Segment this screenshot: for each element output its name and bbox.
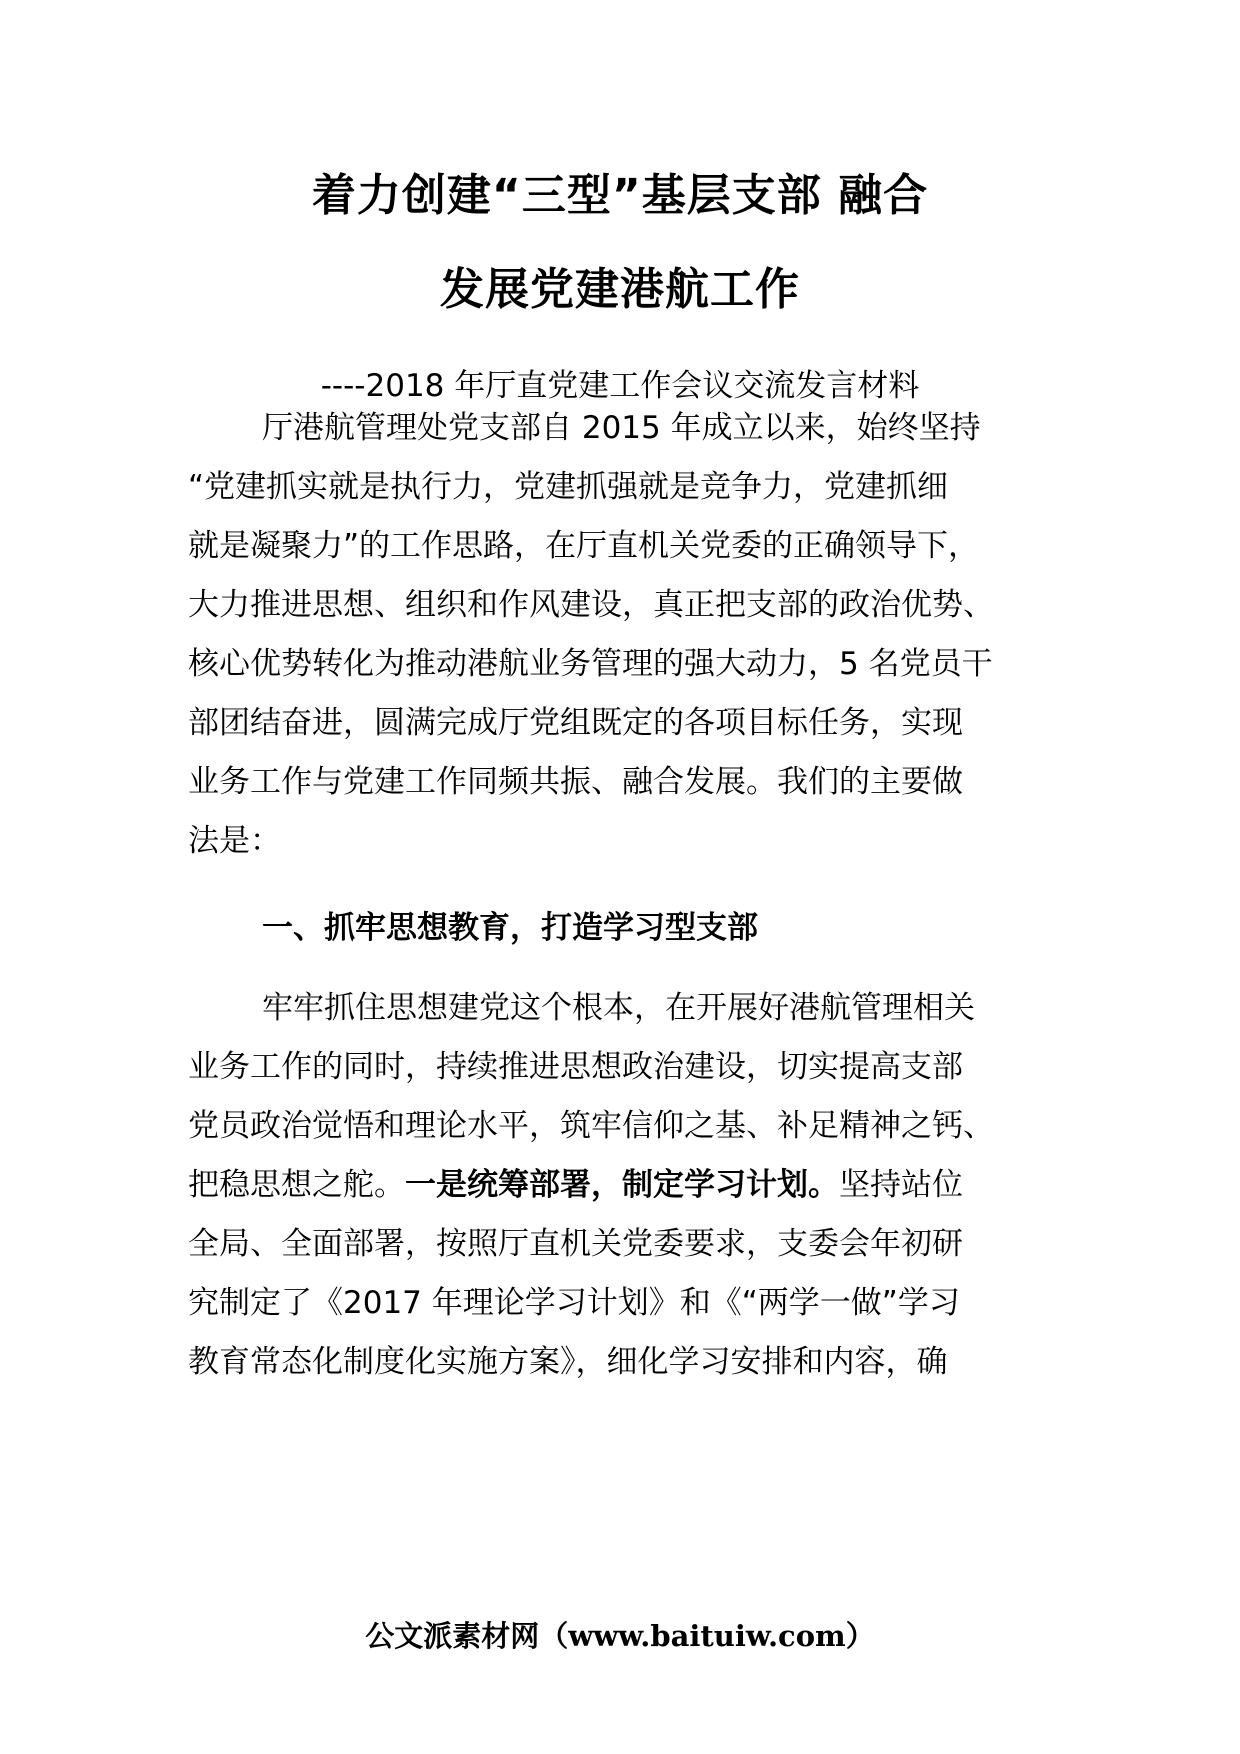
- intro-line: 大力推进思想、组织和作风建设，真正把支部的政治优势、: [188, 587, 994, 623]
- intro-line: 厅港航管理处党支部自 2015 年成立以来，始终坚持: [262, 410, 981, 446]
- section1-line: 党员政治觉悟和理论水平，筑牢信仰之基、补足精神之钙、: [188, 1108, 994, 1144]
- intro-line: 法是：: [188, 823, 281, 859]
- intro-line: 部团结奋进，圆满完成厅党组既定的各项目标任务，实现: [188, 705, 963, 741]
- intro-line: 就是凝聚力”的工作思路，在厅直机关党委的正确领导下，: [188, 528, 980, 564]
- section1-line: 全局、全面部署，按照厅直机关党委要求，支委会年初研: [188, 1226, 963, 1262]
- section1-line: 究制定了《2017 年理论学习计划》和《“两学一做”学习: [188, 1285, 960, 1321]
- intro-line: 核心优势转化为推动港航业务管理的强大动力，5 名党员干: [188, 646, 993, 682]
- intro-line: 业务工作与党建工作同频共振、融合发展。我们的主要做: [188, 764, 963, 800]
- document-subtitle: ----2018 年厅直党建工作会议交流发言材料: [320, 368, 920, 404]
- section1-line: 业务工作的同时，持续推进思想政治建设，切实提高支部: [188, 1049, 963, 1085]
- intro-line: “党建抓实就是执行力，党建抓强就是竞争力，党建抓细: [188, 469, 949, 505]
- section1-line: [188, 1163, 963, 1207]
- section1-line-text: 坚持站位: [839, 1167, 963, 1203]
- document-title-line-1: 着力创建“三型”基层支部 融合: [311, 170, 929, 221]
- section1-bold-point: 一是统筹部署，制定学习计划。: [405, 1167, 839, 1203]
- section1-line: 牢牢抓住思想建党这个根本，在开展好港航管理相关: [262, 990, 975, 1026]
- section1-line: 教育常态化制度化实施方案》，细化学习安排和内容，确: [188, 1344, 948, 1380]
- document-title-line-2: 发展党建港航工作: [440, 264, 800, 315]
- footer-source: 公文派素材网（www.baituiw.com）: [365, 1619, 875, 1653]
- section1-line-text: 把稳思想之舵。: [188, 1167, 405, 1203]
- section-heading: 一、抓牢思想教育，打造学习型支部: [262, 910, 758, 946]
